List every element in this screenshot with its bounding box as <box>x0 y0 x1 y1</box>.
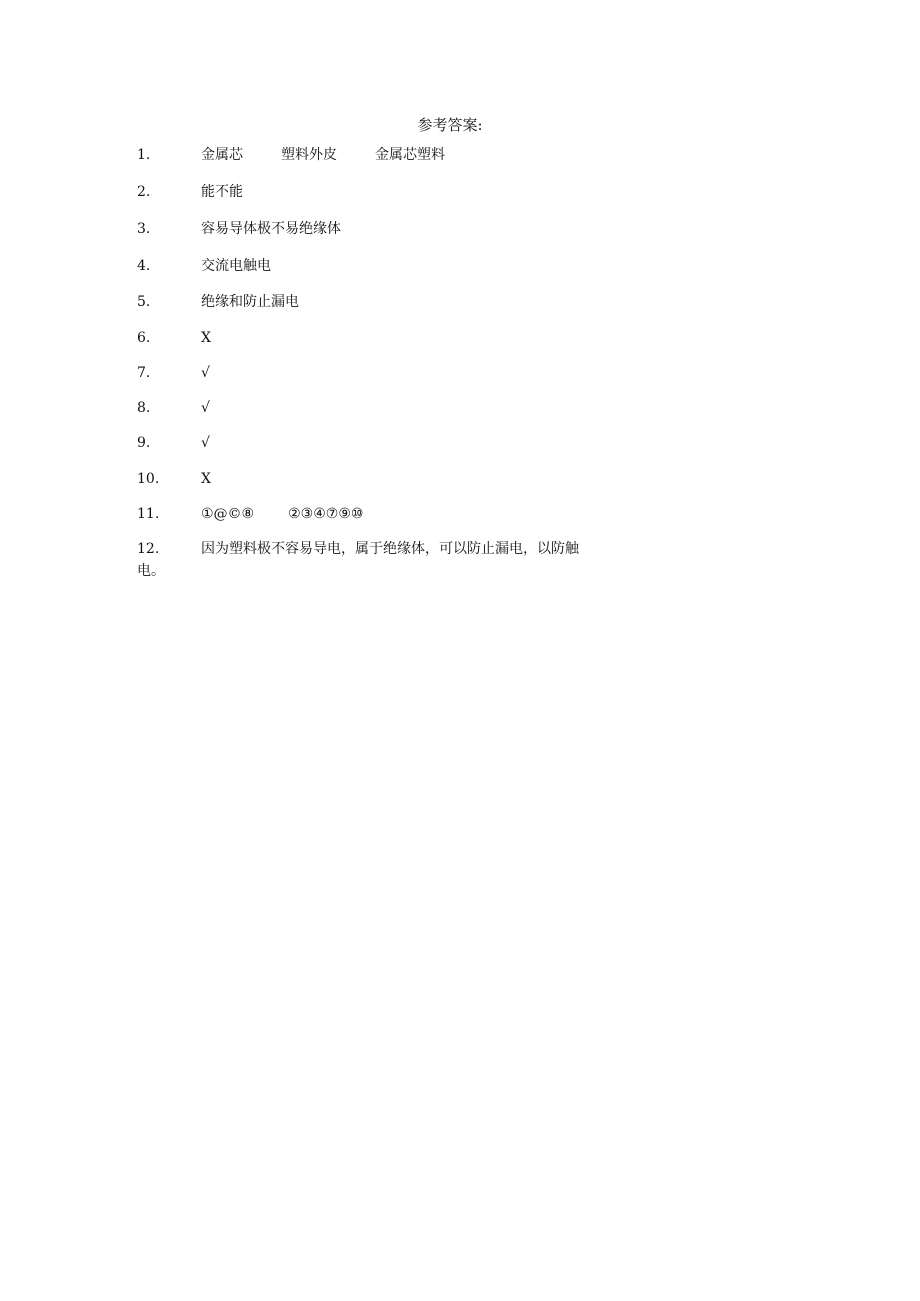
answer-number: 3. <box>137 221 151 237</box>
answer-text: 绝缘和防止漏电 <box>201 294 299 310</box>
answer-item-1 <box>137 144 637 166</box>
answer-item-2 <box>137 181 637 203</box>
answer-item-10 <box>137 468 637 490</box>
answer-text: ①@©⑧ <box>201 506 255 522</box>
answer-number: 7. <box>137 365 151 381</box>
answer-number: 4. <box>137 258 151 274</box>
answer-item-6 <box>137 327 637 349</box>
answer-number: 1. <box>137 147 151 163</box>
answer-list <box>137 144 637 579</box>
answer-item-5 <box>137 291 637 313</box>
page-title: 参考答案: <box>417 116 483 134</box>
answer-text: √ <box>201 400 210 416</box>
answer-number: 2. <box>137 184 151 200</box>
answer-item-11 <box>137 503 637 525</box>
answer-text: 金属芯塑料 <box>375 147 445 163</box>
answer-text: 容易导体极不易绝缘体 <box>201 221 341 237</box>
answer-number: 6. <box>137 330 151 346</box>
answer-item-9 <box>137 432 637 454</box>
answer-number: 8. <box>137 400 151 416</box>
answer-item-3 <box>137 218 637 240</box>
answer-item-8 <box>137 397 637 419</box>
answer-item-12 <box>137 538 637 582</box>
answer-text: ②③④⑦⑨⑩ <box>288 506 364 522</box>
answer-number: 11. <box>137 506 160 522</box>
answer-number: 10. <box>137 471 160 487</box>
answer-text: 金属芯 <box>201 147 243 163</box>
answer-text-continuation: 电。 <box>137 563 165 579</box>
answer-item-4 <box>137 255 637 277</box>
answer-text: 能不能 <box>201 184 243 200</box>
answer-number: 9. <box>137 435 151 451</box>
answer-text: √ <box>201 435 210 451</box>
answer-text: 交流电触电 <box>201 258 271 274</box>
answer-text: √ <box>201 365 210 381</box>
answer-number: 12. <box>137 541 160 557</box>
answer-text: 因为塑料极不容易导电，属于绝缘体，可以防止漏电，以防触 <box>201 541 579 557</box>
answer-text: X <box>201 471 211 487</box>
answer-text: X <box>201 330 211 346</box>
answer-number: 5. <box>137 294 151 310</box>
answer-text: 塑料外皮 <box>281 147 337 163</box>
answer-item-7 <box>137 362 637 384</box>
